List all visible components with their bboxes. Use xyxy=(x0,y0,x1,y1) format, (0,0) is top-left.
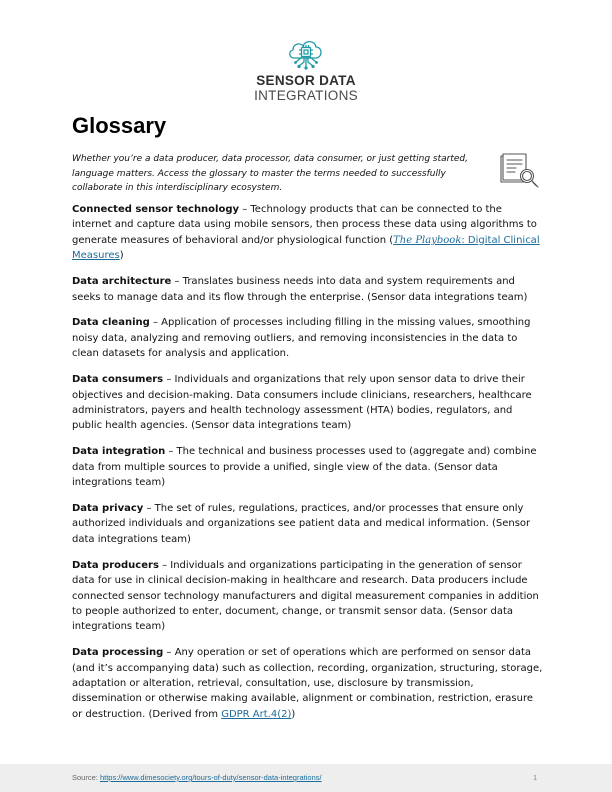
brand-logo xyxy=(0,36,612,103)
glossary-definition: – Individuals and organizations participating in the generation of sensor data for use in clinical decision-making in healthcare and research. Data producers include connected sensor technology manufacturers and digital measurement companies in addition to people authorized to enter, document, change, or transmit sensor data. (Sensor data integrations team) xyxy=(72,559,539,633)
gdpr-link[interactable]: GDPR Art.4(2) xyxy=(221,708,292,720)
glossary-entry xyxy=(72,274,544,305)
closing-paren: ) xyxy=(291,708,296,720)
page-footer xyxy=(0,764,612,792)
glossary-entry xyxy=(72,501,544,547)
glossary-term: Data cleaning xyxy=(72,317,150,329)
glossary-definition: – Translates business needs into data and system requirements and seeks to manage data and its flow through the enterprise. (Sensor data integrations team) xyxy=(72,276,528,303)
brand-subtitle: INTEGRATIONS xyxy=(254,88,358,103)
playbook-link-text: : Digital Clinical Measures xyxy=(72,234,540,262)
intro-text: Whether you’re a data producer, data processor, data consumer, or just getting started, language matters. Access the glossary to master the terms needed to successfully collaborate in this interdisciplinary ecosystem. xyxy=(72,154,469,193)
closing-paren: ) xyxy=(119,250,124,262)
glossary-entry xyxy=(72,315,544,361)
footer-source-link[interactable]: https://www.dimesociety.org/tours-of-duty/sensor-data-integrations/ xyxy=(99,773,322,782)
footer-source-label: Source: xyxy=(72,773,98,782)
glossary-definition: – Technology products that can be connected to the internet and capture data using mobile sensors, then process these data using algorithms to generate measures of behavioral and/or physiological function ( xyxy=(72,204,537,246)
glossary-term: Data processing xyxy=(72,647,164,659)
glossary-definition: – The set of rules, regulations, practices, and/or processes that ensure only authorized individuals and organizations see patient data and medical information. (Sensor data integrations team) xyxy=(72,503,531,545)
glossary-definition: – Any operation or set of operations which are performed on sensor data (and it’s accompanying data) such as collection, recording, organization, structuring, storage, adaptation or alteration, retrieval, consultation, use, disclosure by transmission, dissemination or otherwise making available, alignment or combination, restriction, erasure or destruction. (Derived from xyxy=(72,647,543,720)
footer-source xyxy=(72,773,322,782)
glossary-term: Data producers xyxy=(72,559,159,571)
glossary-entry xyxy=(72,645,544,722)
glossary-definition: – Individuals and organizations that rely upon sensor data to drive their objectives and decision-making. Data consumers include clinicians, researchers, healthcare administrators, payers and health technology assessment (HTA) bodies, regulators, and public health agencies. (Sensor data integrations team) xyxy=(72,374,532,432)
chip-cloud-icon xyxy=(286,36,326,72)
glossary-entry xyxy=(72,444,544,490)
glossary-term: Data privacy xyxy=(72,503,144,514)
glossary-entry xyxy=(72,372,544,434)
glossary-definition: – The technical and business processes used to (aggregate and) combine data from multiple sources to provide a unified, single view of the data. (Sensor data integrations team) xyxy=(72,446,537,489)
glossary-list xyxy=(72,202,544,733)
playbook-link-title: The Playbook xyxy=(393,234,462,246)
glossary-entry xyxy=(72,202,544,264)
glossary-term: Data consumers xyxy=(72,374,164,386)
glossary-entry xyxy=(72,558,544,635)
document-search-icon xyxy=(498,150,542,190)
glossary-definition: – Application of processes including filling in the missing values, smoothing noisy data, analyzing and removing outliers, and removing inconsistencies in the data to clean datasets for analysis and application. xyxy=(72,317,531,360)
glossary-term: Data integration xyxy=(72,446,166,458)
page-title: Glossary xyxy=(72,113,167,138)
page-number: 1 xyxy=(533,773,538,782)
glossary-term: Connected sensor technology xyxy=(72,204,240,215)
brand-name: SENSOR DATA xyxy=(256,73,356,88)
glossary-term: Data architecture xyxy=(72,276,172,288)
